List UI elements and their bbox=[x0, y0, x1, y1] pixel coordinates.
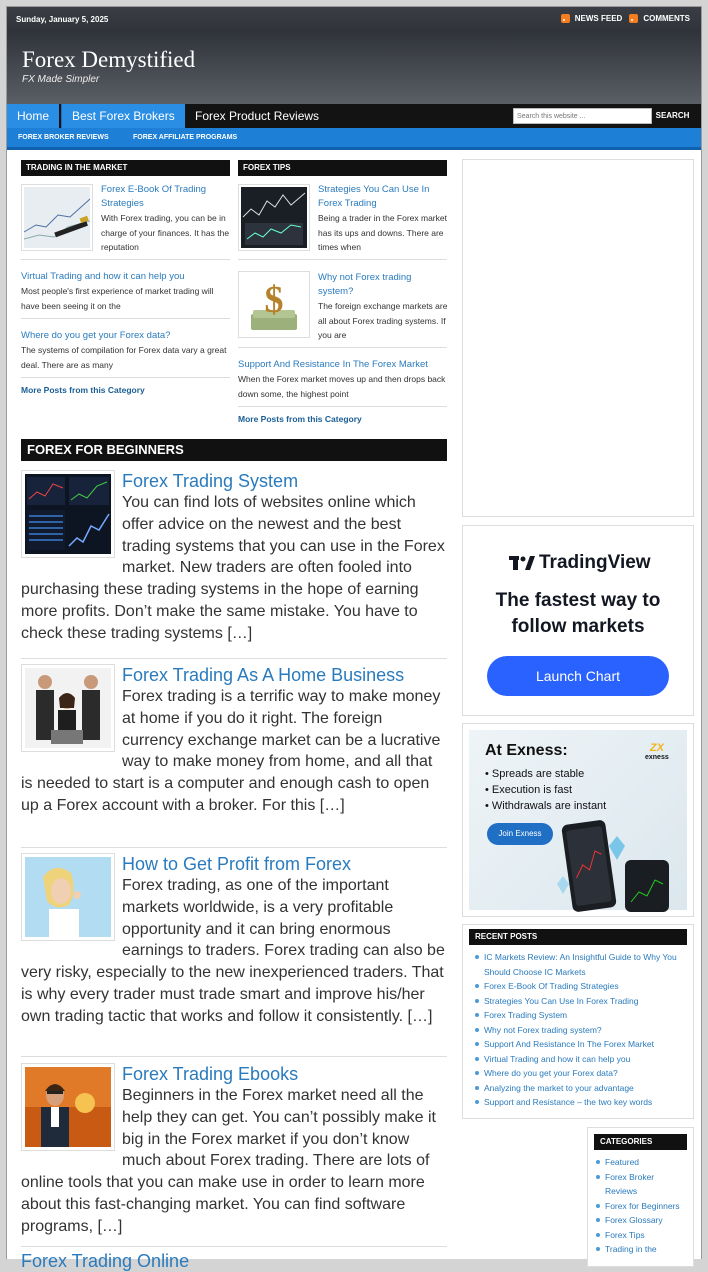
list-item[interactable]: Forex Broker Reviews bbox=[594, 1170, 687, 1199]
exness-title: At Exness: bbox=[485, 742, 568, 759]
top-bar bbox=[7, 7, 701, 32]
featured-post bbox=[21, 1250, 447, 1270]
list-item[interactable]: Support And Resistance In The Forex Market bbox=[473, 1037, 683, 1052]
subnav-affiliate-programs[interactable]: FOREX AFFILIATE PROGRAMS bbox=[133, 134, 238, 141]
search-button[interactable]: SEARCH bbox=[652, 108, 693, 124]
tradingview-icon bbox=[509, 556, 535, 571]
more-posts-link[interactable]: More Posts from this Category bbox=[238, 414, 362, 424]
list-item[interactable]: Why not Forex trading system? bbox=[473, 1023, 683, 1038]
join-exness-button[interactable]: Join Exness bbox=[487, 823, 553, 845]
post-title[interactable]: Support And Resistance In The Forex Market bbox=[238, 359, 428, 370]
post-thumbnail[interactable] bbox=[21, 184, 93, 251]
list-item[interactable]: Forex for Beginners bbox=[594, 1199, 687, 1214]
news-feed-link[interactable]: NEWS FEED bbox=[561, 14, 623, 23]
post-title[interactable]: Forex Trading Online bbox=[21, 1251, 190, 1271]
post-title[interactable]: Where do you get your Forex data? bbox=[21, 330, 171, 341]
post-title[interactable]: Forex Trading System bbox=[122, 471, 299, 491]
post-excerpt: Most people's first experience of market trading will have been seeing it on the bbox=[21, 286, 214, 311]
site-title[interactable]: Forex Demystified bbox=[22, 47, 196, 72]
post-title[interactable]: Forex Trading Ebooks bbox=[122, 1064, 299, 1084]
post-excerpt: Being a trader in the Forex market has its ups and downs. There are times when bbox=[318, 213, 447, 252]
tradingview-logo: TradingView bbox=[509, 552, 651, 574]
subnav-broker-reviews[interactable]: FOREX BROKER REVIEWS bbox=[18, 134, 109, 141]
post-thumbnail[interactable] bbox=[238, 184, 310, 251]
widget-heading: CATEGORIES bbox=[594, 1134, 687, 1150]
launch-chart-button[interactable]: Launch Chart bbox=[487, 656, 669, 696]
main-nav bbox=[7, 104, 701, 128]
post-thumbnail[interactable] bbox=[238, 271, 310, 338]
post-title[interactable]: Virtual Trading and how it can help you bbox=[21, 271, 185, 282]
exness-logo: ZX exness bbox=[645, 742, 669, 761]
categories-widget bbox=[587, 1127, 694, 1267]
nav-forex-product-reviews[interactable]: Forex Product Reviews bbox=[195, 109, 320, 123]
post-title[interactable]: How to Get Profit from Forex bbox=[122, 854, 352, 874]
page-wrapper bbox=[6, 6, 702, 1271]
list-item[interactable]: Forex E-Book Of Trading Strategies bbox=[473, 979, 683, 994]
current-date: Sunday, January 5, 2025 bbox=[16, 15, 109, 24]
recent-posts-widget bbox=[462, 924, 694, 1119]
post-title[interactable]: Forex Trading As A Home Business bbox=[122, 665, 405, 685]
featured-post bbox=[21, 664, 447, 844]
chart-paper-image bbox=[24, 187, 90, 248]
list-item[interactable]: Forex Tips bbox=[594, 1228, 687, 1243]
post-excerpt: Forex trading, as one of the important markets worldwide, is a very profitable opportunity and it can bring enormous earnings to traders. Forex trading can also be very risky, especially to the new inexperienced traders. That is why every trader must trade smart and improve his/her own trading tactic that works and follow it consistently. […] bbox=[21, 877, 445, 1025]
widget-heading: FOREX TIPS bbox=[238, 160, 447, 176]
list-item[interactable]: Forex Glossary bbox=[594, 1213, 687, 1228]
rss-icon bbox=[561, 14, 570, 23]
trading-screens-image bbox=[241, 187, 307, 248]
tradingview-headline: The fastest way to follow markets bbox=[495, 590, 661, 637]
post-title[interactable]: Forex E-Book Of Trading Strategies bbox=[101, 184, 207, 209]
forex-for-beginners-heading: FOREX FOR BEGINNERS bbox=[21, 439, 447, 461]
nav-best-forex-brokers[interactable]: Best Forex Brokers bbox=[61, 104, 185, 128]
list-item[interactable]: Trading in the bbox=[594, 1242, 687, 1257]
list-item[interactable]: Strategies You Can Use In Forex Trading bbox=[473, 994, 683, 1009]
comments-feed-link[interactable]: COMMENTS bbox=[629, 14, 690, 23]
exness-ad[interactable] bbox=[462, 723, 694, 917]
nav-home[interactable]: Home bbox=[7, 104, 59, 128]
forex-tips-widget bbox=[238, 160, 447, 435]
list-item[interactable]: Where do you get your Forex data? bbox=[473, 1066, 683, 1081]
post-excerpt: The foreign exchange markets are all about Forex trading systems. If you are bbox=[318, 301, 448, 340]
list-item[interactable]: IC Markets Review: An Insightful Guide to Why You Should Choose IC Markets bbox=[473, 950, 683, 979]
post-title[interactable]: Why not Forex trading system? bbox=[318, 272, 412, 297]
post-excerpt: You can find lots of websites online which offer advice on the newest and the best trading systems that you can use in the Forex market. New traders are often fooled into purchasing these trading systems in the hope of earning more profits. Don’t make the same mistake. You have to check these trading systems […] bbox=[21, 494, 445, 642]
secondary-nav bbox=[7, 128, 701, 150]
list-item[interactable]: Forex Trading System bbox=[473, 1008, 683, 1023]
widget-heading: TRADING IN THE MARKET bbox=[21, 160, 230, 176]
phones-image bbox=[559, 816, 683, 912]
post-excerpt: With Forex trading, you can be in charge of your finances. It has the reputation bbox=[101, 213, 230, 252]
list-item[interactable]: Featured bbox=[594, 1155, 687, 1170]
search-input[interactable]: Search this website ... bbox=[513, 108, 652, 124]
featured-post bbox=[21, 1063, 447, 1243]
post-excerpt: When the Forex market moves up and then drops back down some, the highest point bbox=[238, 374, 446, 399]
categories-list bbox=[594, 1155, 687, 1257]
list-item[interactable]: Support and Resistance – the two key words bbox=[473, 1095, 683, 1110]
ad-placeholder bbox=[462, 159, 694, 517]
widget-heading: RECENT POSTS bbox=[469, 929, 687, 945]
recent-posts-list bbox=[473, 950, 683, 1110]
list-item[interactable]: Analyzing the market to your advantage bbox=[473, 1081, 683, 1096]
post-title[interactable]: Strategies You Can Use In Forex Trading bbox=[318, 184, 430, 209]
dollar-money-image bbox=[241, 274, 307, 335]
rss-icon bbox=[629, 14, 638, 23]
trading-in-market-widget bbox=[21, 160, 230, 415]
tradingview-ad[interactable] bbox=[462, 525, 694, 716]
post-excerpt: Forex trading is a terrific way to make money at home if you do it right. The foreign currency exchange market can be a lucrative way to make money from home, and all that is needed to start is a computer and enough cash to open up a Forex account with a broker. For this […] bbox=[21, 688, 441, 814]
svg-text:$: $ bbox=[264, 279, 284, 321]
list-item[interactable]: Virtual Trading and how it can help you bbox=[473, 1052, 683, 1067]
post-excerpt: Beginners in the Forex market need all the help they can get. You can’t possibly make it big in the Forex market if you don’t know much about Forex trading. There are lots of online tools that you can make use in order to learn more about this fast-changing market. You can find software programs, […] bbox=[21, 1087, 436, 1235]
site-header bbox=[7, 32, 701, 104]
featured-post bbox=[21, 853, 447, 1053]
featured-post bbox=[21, 470, 447, 650]
more-posts-link[interactable]: More Posts from this Category bbox=[21, 385, 145, 395]
site-tagline: FX Made Simpler bbox=[22, 74, 100, 85]
post-excerpt: The systems of compilation for Forex data vary a great deal. There are as many bbox=[21, 345, 227, 370]
exness-bullets: • Spreads are stable • Execution is fast • Withdrawals are instant bbox=[485, 768, 607, 812]
